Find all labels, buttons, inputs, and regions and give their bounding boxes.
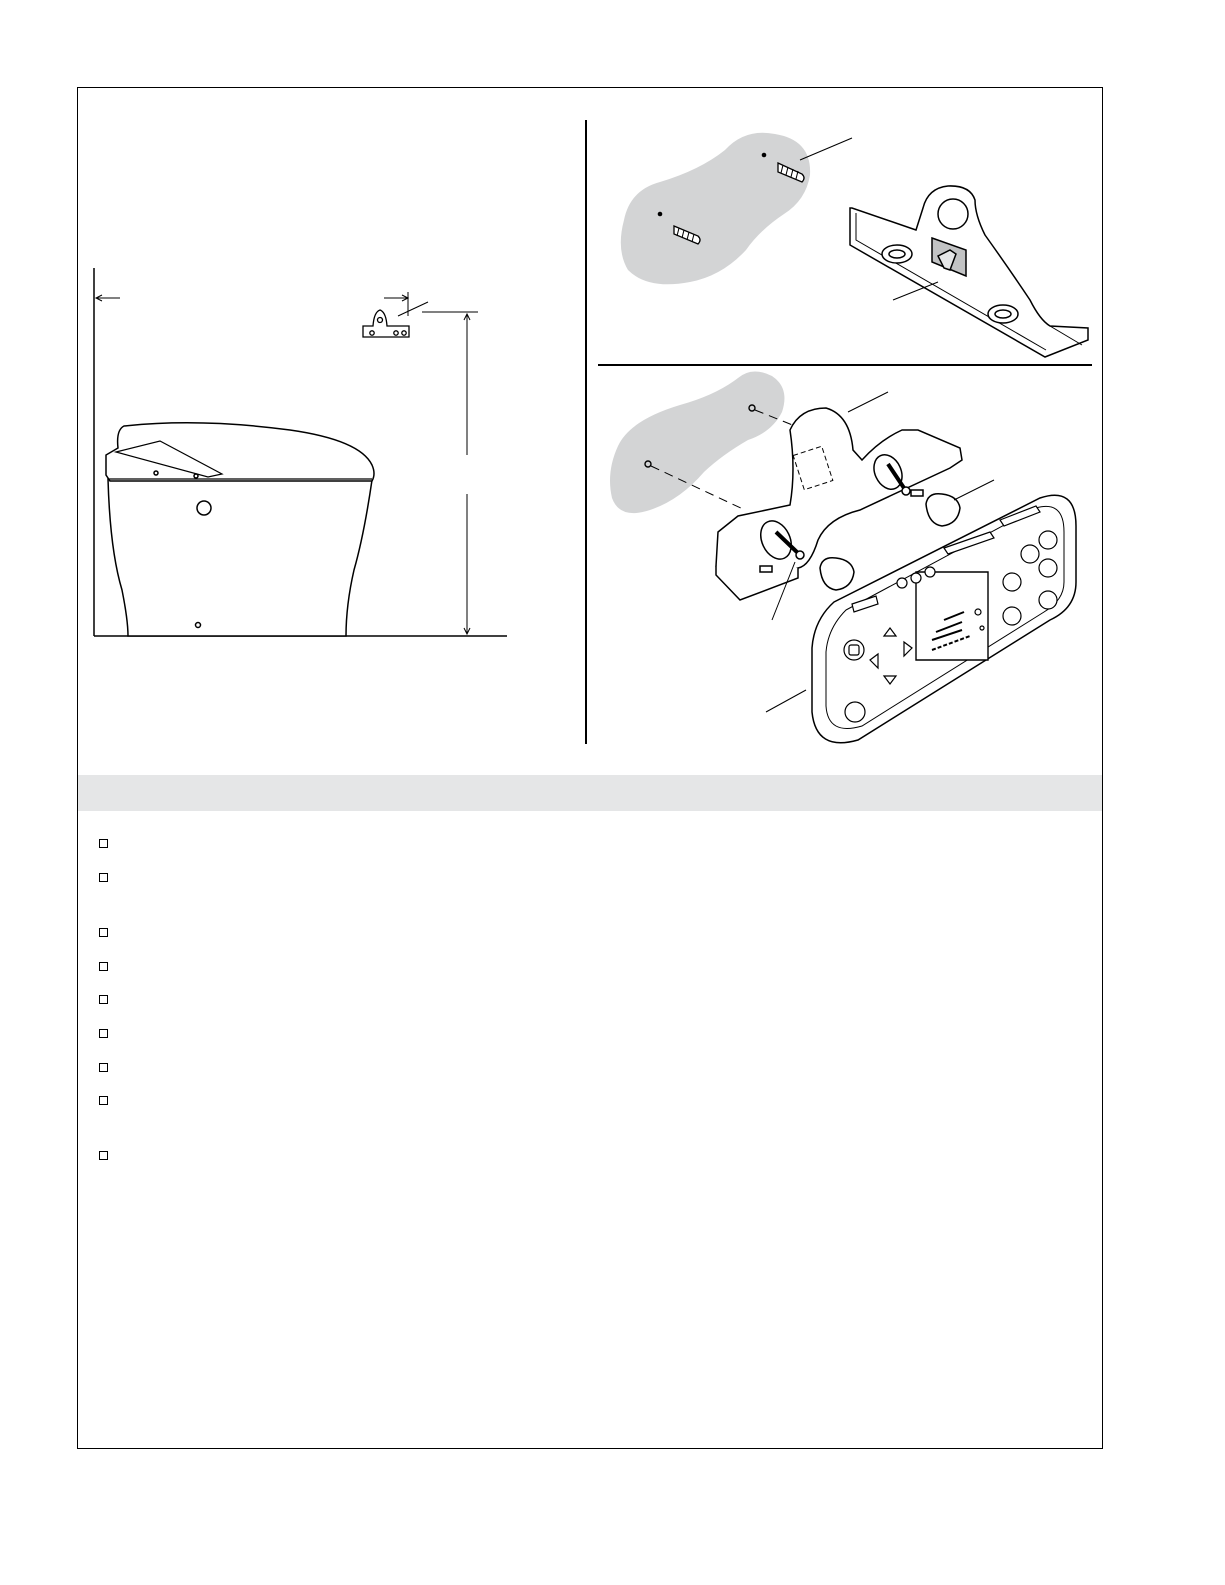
checkbox-icon[interactable] xyxy=(99,839,108,848)
checkbox-icon[interactable] xyxy=(99,1063,108,1072)
wall-patch xyxy=(621,133,810,285)
checkbox-icon[interactable] xyxy=(99,1096,108,1105)
wall-patch xyxy=(610,371,784,513)
figure-horizontal-rule xyxy=(598,364,1092,366)
remote-mount-figure xyxy=(600,368,1095,750)
anchor-bracket-figure xyxy=(600,125,1095,360)
toilet-outline xyxy=(106,423,374,636)
mounting-bracket-icon xyxy=(850,186,1088,357)
toilet-elevation-figure xyxy=(88,265,518,650)
checkbox-icon[interactable] xyxy=(99,1029,108,1038)
figure-divider xyxy=(585,120,587,744)
checkbox-icon[interactable] xyxy=(99,873,108,882)
checkbox-icon[interactable] xyxy=(99,962,108,971)
checkbox-icon[interactable] xyxy=(99,928,108,937)
checkbox-icon[interactable] xyxy=(99,995,108,1004)
checkbox-icon[interactable] xyxy=(99,1151,108,1160)
remote-control-icon xyxy=(812,495,1076,743)
section-header-bar xyxy=(78,775,1102,811)
